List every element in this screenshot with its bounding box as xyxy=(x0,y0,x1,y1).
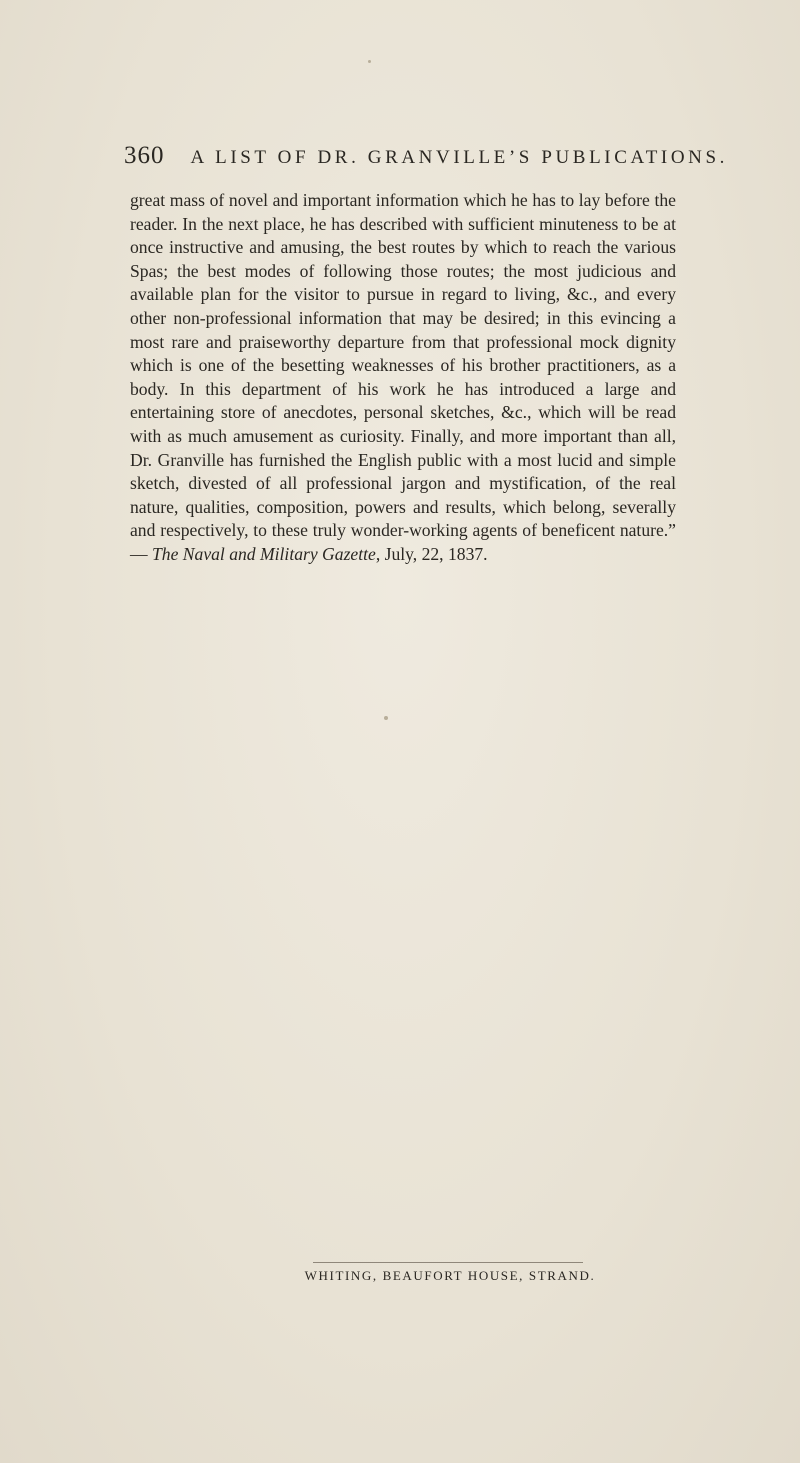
paper-speck xyxy=(368,60,371,63)
running-title: A LIST OF DR. GRANVILLE’S PUBLICATIONS. xyxy=(190,147,728,168)
body-paragraph xyxy=(130,189,676,567)
printer-colophon: WHITING, BEAUFORT HOUSE, STRAND. xyxy=(304,1268,596,1283)
running-head xyxy=(124,142,728,176)
paper-speck xyxy=(384,716,388,720)
paragraph-text: great mass of novel and important information which he has to lay before the reader. In the next place, he has described with sufficient minuteness to be at once instructive and amusing, the best routes by which to reach the various Spas; the best modes of following those routes; the most judicious and available plan for the visitor to pursue in regard to living, &c., and every other non-professional information that may be desired; in this evincing a most rare and praiseworthy departure from that professional mock dignity which is one of the besetting weaknesses of his brother practitioners, as a body. In this department of his work he has introduced a large and entertaining store of anecdotes, personal sketches, &c., which will be read with as much amusement as curiosity. Finally, and more important than all, Dr. Granville has furnished the English public with a most lucid and simple sketch, divested of all professional jargon and mystification, of the real nature, qualities, composition, powers and results, which belong, severally and respectively, to these truly wonder-working agents of beneficent nature.” — xyxy=(130,190,676,564)
footer-rule xyxy=(313,1262,583,1263)
page-number: 360 xyxy=(124,142,165,169)
citation-source: The Naval and Military Gazette xyxy=(152,543,376,564)
citation-date: , July, 22, 1837. xyxy=(375,543,488,564)
